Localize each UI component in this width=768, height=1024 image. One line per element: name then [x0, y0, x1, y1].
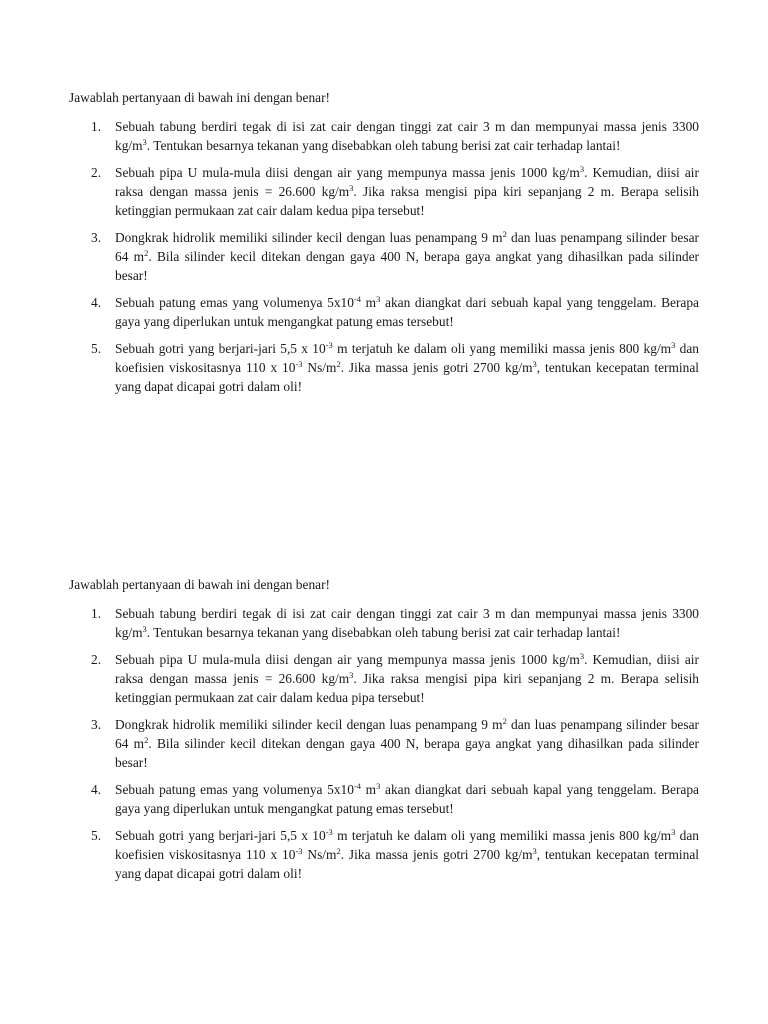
text-run: Sebuah gotri yang berjari-jari 5,5 x 10 [115, 341, 326, 356]
question-item [69, 715, 699, 772]
text-run: . Jika raksa mengisi pipa kiri sepanjang 2 m. Berapa selisih ketinggian permukaan zat cair dalam kedua pipa tersebut! [115, 184, 699, 218]
text-run: . Bila silinder kecil ditekan dengan gaya 400 N, berapa gaya angkat yang dihasilkan pada silinder besar! [115, 736, 699, 770]
text-run: Dongkrak hidrolik memiliki silinder kecil dengan luas penampang 9 m [115, 230, 503, 245]
question-number: 1. [91, 606, 102, 621]
text-run: Sebuah gotri yang berjari-jari 5,5 x 10 [115, 828, 326, 843]
question-number: 3. [91, 230, 102, 245]
text-run: Ns/m [302, 847, 337, 862]
question-item [69, 339, 699, 396]
text-run: akan diangkat dari sebuah kapal yang tenggelam. Berapa gaya yang diperlukan untuk mengangkat patung emas tersebut! [115, 782, 700, 816]
text-run: m [361, 782, 377, 797]
superscript: -4 [353, 294, 362, 304]
question-item [69, 780, 699, 818]
question-number: 2. [91, 652, 102, 667]
question-text [115, 117, 699, 155]
question-number: 1. [91, 119, 102, 134]
text-run: dan koefisien viskositasnya 110 x 10 [115, 341, 699, 375]
text-run: m [361, 295, 377, 310]
text-run: . Kemudian, diisi air raksa dengan massa jenis = 26.600 kg/m [115, 652, 699, 686]
superscript: 2 [502, 229, 507, 239]
superscript: -4 [353, 781, 362, 791]
text-run: . Jika massa jenis gotri 2700 kg/m [340, 847, 533, 862]
text-run: Sebuah tabung berdiri tegak di isi zat cair dengan tinggi zat cair 3 m dan mempunyai massa jenis 3300 kg/m [115, 606, 699, 640]
superscript: 3 [349, 670, 354, 680]
question-item [69, 117, 699, 155]
text-run: Sebuah tabung berdiri tegak di isi zat cair dengan tinggi zat cair 3 m dan mempunyai massa jenis 3300 kg/m [115, 119, 699, 153]
question-number: 3. [91, 717, 102, 732]
question-item [69, 604, 699, 642]
text-run: Sebuah patung emas yang volumenya 5x10 [115, 782, 354, 797]
superscript: 3 [142, 624, 147, 634]
superscript: -3 [295, 359, 303, 369]
question-list [69, 117, 699, 396]
question-number: 5. [91, 341, 102, 356]
text-run: . Jika massa jenis gotri 2700 kg/m [340, 360, 533, 375]
question-item [69, 163, 699, 220]
question-text [115, 163, 699, 220]
question-text [115, 715, 699, 772]
question-text [115, 650, 699, 707]
text-run: , tentukan kecepatan terminal yang dapat dicapai gotri dalam oli! [115, 847, 699, 881]
question-text [115, 293, 699, 331]
text-run: dan koefisien viskositasnya 110 x 10 [115, 828, 699, 862]
text-run: , tentukan kecepatan terminal yang dapat dicapai gotri dalam oli! [115, 360, 699, 394]
superscript: 3 [142, 137, 147, 147]
text-run: . Jika raksa mengisi pipa kiri sepanjang 2 m. Berapa selisih ketinggian permukaan zat cair dalam kedua pipa tersebut! [115, 671, 699, 705]
superscript: 3 [376, 781, 381, 791]
text-run: Sebuah pipa U mula-mula diisi dengan air yang mempunya massa jenis 1000 kg/m [115, 165, 580, 180]
question-list [69, 604, 699, 883]
question-item [69, 228, 699, 285]
question-section-2 [69, 575, 699, 891]
question-number: 4. [91, 295, 102, 310]
superscript: -3 [295, 846, 303, 856]
superscript: -3 [325, 827, 333, 837]
question-number: 2. [91, 165, 102, 180]
question-text [115, 228, 699, 285]
text-run: akan diangkat dari sebuah kapal yang tenggelam. Berapa gaya yang diperlukan untuk mengangkat patung emas tersebut! [115, 295, 700, 329]
superscript: 2 [144, 248, 149, 258]
question-item [69, 650, 699, 707]
text-run: Sebuah pipa U mula-mula diisi dengan air yang mempunya massa jenis 1000 kg/m [115, 652, 580, 667]
text-run: . Bila silinder kecil ditekan dengan gaya 400 N, berapa gaya angkat yang dihasilkan pada silinder besar! [115, 249, 699, 283]
question-item [69, 293, 699, 331]
superscript: 3 [671, 827, 676, 837]
text-run: dan luas penampang silinder besar 64 m [115, 717, 699, 751]
superscript: 3 [532, 846, 537, 856]
text-run: . Tentukan besarnya tekanan yang disebabkan oleh tabung berisi zat cair terhadap lantai! [146, 138, 621, 153]
superscript: -3 [325, 340, 333, 350]
question-item [69, 826, 699, 883]
question-text [115, 780, 699, 818]
text-run: m terjatuh ke dalam oli yang memiliki massa jenis 800 kg/m [332, 828, 672, 843]
question-text [115, 826, 699, 883]
text-run: . Tentukan besarnya tekanan yang disebabkan oleh tabung berisi zat cair terhadap lantai! [146, 625, 621, 640]
question-text [115, 604, 699, 642]
superscript: 2 [336, 846, 341, 856]
superscript: 3 [376, 294, 381, 304]
superscript: 2 [336, 359, 341, 369]
question-text [115, 339, 699, 396]
superscript: 3 [349, 183, 354, 193]
section-instruction: Jawablah pertanyaan di bawah ini dengan benar! [69, 577, 331, 592]
text-run: Sebuah patung emas yang volumenya 5x10 [115, 295, 354, 310]
text-run: Dongkrak hidrolik memiliki silinder kecil dengan luas penampang 9 m [115, 717, 503, 732]
superscript: 3 [671, 340, 676, 350]
superscript: 3 [579, 651, 585, 661]
text-run: dan luas penampang silinder besar 64 m [115, 230, 699, 264]
question-number: 5. [91, 828, 102, 843]
superscript: 3 [579, 164, 585, 174]
section-instruction: Jawablah pertanyaan di bawah ini dengan benar! [69, 90, 331, 105]
text-run: m terjatuh ke dalam oli yang memiliki massa jenis 800 kg/m [332, 341, 672, 356]
superscript: 3 [532, 359, 537, 369]
superscript: 2 [144, 735, 149, 745]
superscript: 2 [502, 716, 507, 726]
text-run: Ns/m [302, 360, 337, 375]
question-number: 4. [91, 782, 102, 797]
text-run: . Kemudian, diisi air raksa dengan massa jenis = 26.600 kg/m [115, 165, 699, 199]
question-section-1 [69, 88, 699, 404]
